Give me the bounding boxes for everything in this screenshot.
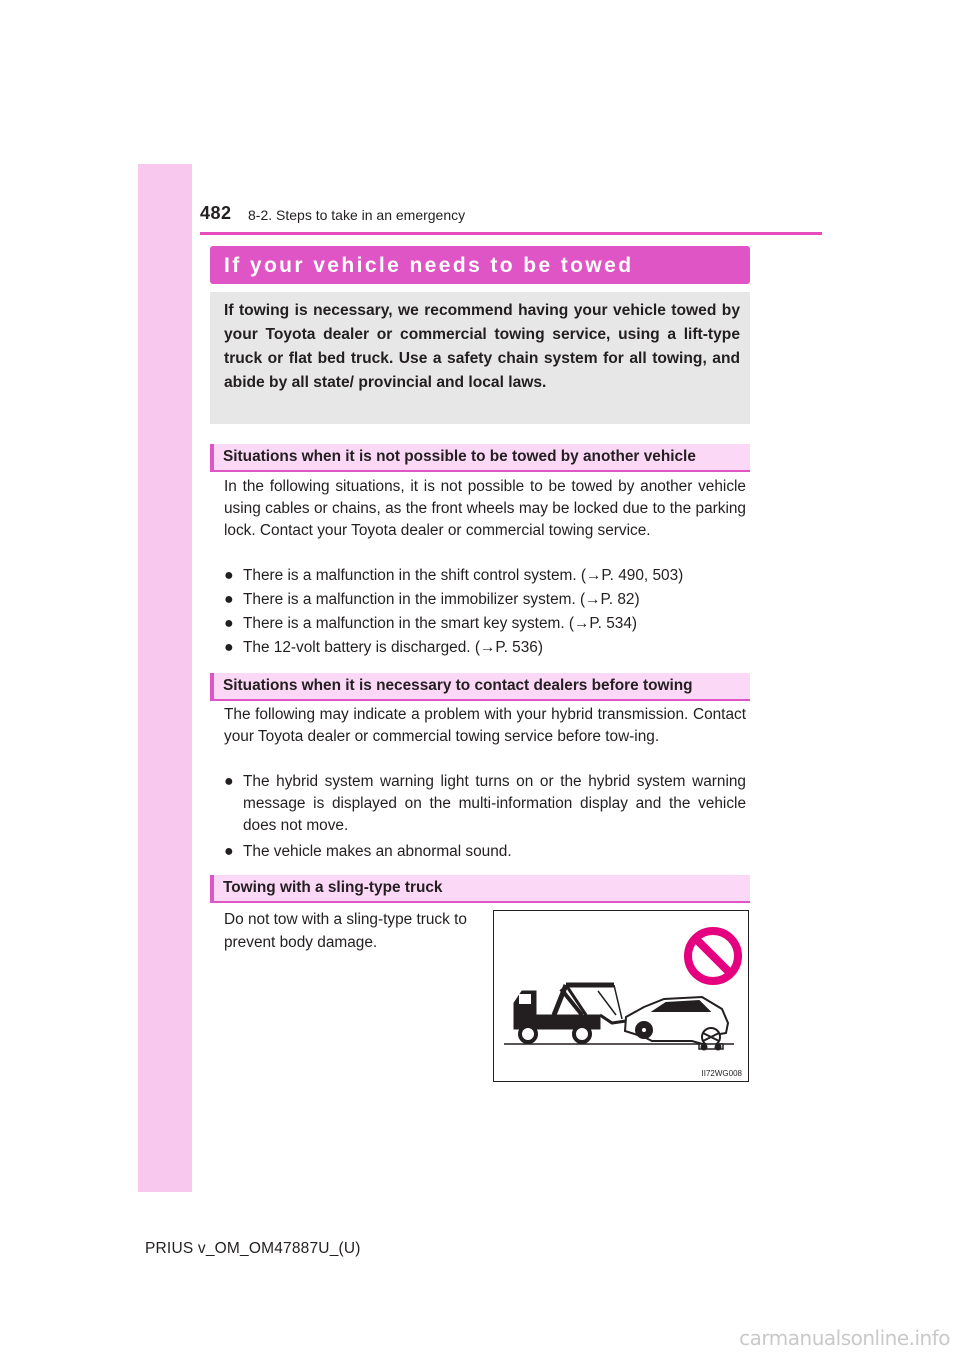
subheading-not-possible-label: Situations when it is not possible to be towed by another vehicle: [223, 448, 696, 465]
header-rule: [200, 232, 822, 235]
list-item: [224, 613, 746, 635]
bullet-icon: ●: [224, 567, 234, 584]
section1-text: In the following situations, it is not possible to be towed by another vehicle using cables or chains, as the front wheels may be locked due to the parking lock. Contact your Toyota dealer or commercial towing service.: [224, 478, 746, 539]
figure-code: II72WG008: [701, 1069, 742, 1078]
page-title-bar: [210, 246, 750, 284]
list-item: [224, 637, 746, 659]
list-item-text: The hybrid system warning light turns on or the hybrid system warning message is displayed on the multi-information display and the vehicle does not move.: [243, 773, 746, 834]
section3-text: Do not tow with a sling-type truck to prevent body damage.: [224, 911, 467, 951]
list-item: [224, 589, 746, 611]
page-number: 482: [200, 203, 232, 223]
bullet-icon: ●: [224, 591, 234, 608]
list-item: [224, 565, 746, 587]
bullet-icon: ●: [224, 639, 234, 656]
chapter-side-tab: [138, 164, 192, 1192]
list-item-text: There is a malfunction in the shift control system. (→P. 490, 503): [243, 567, 684, 584]
car-icon: [625, 997, 728, 1050]
tow-truck-icon: [514, 985, 626, 1042]
subheading-not-possible: [210, 444, 750, 472]
list-item: [224, 771, 746, 837]
list-item-text: There is a malfunction in the smart key system. (→P. 534): [243, 615, 638, 632]
subheading-sling-truck: [210, 875, 750, 903]
list-item-text: There is a malfunction in the immobilizer system. (→P. 82): [243, 591, 640, 608]
page-title: If your vehicle needs to be towed: [224, 254, 634, 277]
subheading-contact-dealers-label: Situations when it is necessary to contact dealers before towing: [223, 677, 693, 694]
intro-box: [210, 292, 750, 424]
prohibition-icon: [688, 931, 738, 981]
watermark: carmanualsonline.info: [739, 1326, 950, 1350]
sling-truck-drawing: [494, 911, 750, 1083]
bullet-icon: ●: [224, 843, 234, 860]
subheading-contact-dealers: [210, 673, 750, 701]
bullet-icon: ●: [224, 615, 234, 632]
footer-doc-id: PRIUS v_OM_OM47887U_(U): [145, 1240, 361, 1257]
list-item-text: The vehicle makes an abnormal sound.: [243, 843, 512, 860]
list-item-text: The 12-volt battery is discharged. (→P. 536): [243, 639, 543, 656]
intro-text: If towing is necessary, we recommend having your vehicle towed by your Toyota dealer or commercial towing service, using a lift-type truck or flat bed truck. Use a safety chain system for all towing, and abide by all state/ provincial and local laws.: [224, 302, 740, 391]
bullet-icon: ●: [224, 773, 234, 790]
section-path: 8-2. Steps to take in an emergency: [248, 207, 466, 223]
section2-text: The following may indicate a problem with your hybrid transmission. Contact your Toyota dealer or commercial towing service before tow-ing.: [224, 706, 746, 745]
sling-truck-illustration: [493, 910, 749, 1082]
subheading-sling-truck-label: Towing with a sling-type truck: [223, 879, 443, 896]
list-item: [224, 841, 746, 863]
